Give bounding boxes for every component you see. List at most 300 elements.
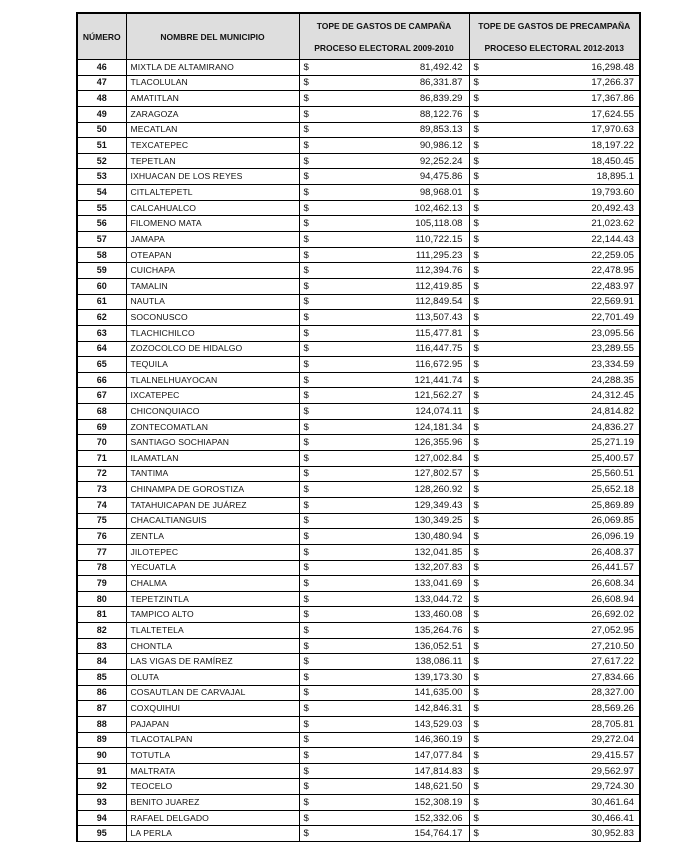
currency-symbol: $ (299, 169, 309, 185)
campaign-limit-value: 86,839.29 (309, 91, 469, 107)
municipality-name: MALTRATA (126, 763, 299, 779)
table-row (77, 748, 640, 764)
municipality-name: OTEAPAN (126, 247, 299, 263)
municipality-name: CUICHAPA (126, 263, 299, 279)
municipality-name: ZENTLA (126, 529, 299, 545)
campaign-limit-value: 142,846.31 (309, 701, 469, 717)
table-row (77, 200, 640, 216)
precampaign-limit-value: 26,608.34 (479, 576, 640, 592)
municipality-name: TAMPICO ALTO (126, 607, 299, 623)
municipality-name: TAMALIN (126, 278, 299, 294)
currency-symbol: $ (299, 372, 309, 388)
currency-symbol: $ (469, 278, 479, 294)
campaign-limit-value: 154,764.17 (309, 826, 469, 842)
row-number: 87 (77, 701, 126, 717)
precampaign-limit-value: 26,692.02 (479, 607, 640, 623)
currency-symbol: $ (469, 701, 479, 717)
campaign-limit-value: 81,492.42 (309, 60, 469, 76)
precampaign-limit-value: 22,483.97 (479, 278, 640, 294)
campaign-limit-value: 141,635.00 (309, 685, 469, 701)
header-campana-process: PROCESO ELECTORAL 2009-2010 (314, 43, 454, 53)
row-number: 83 (77, 638, 126, 654)
campaign-limit-value: 111,295.23 (309, 247, 469, 263)
municipality-name: TATAHUICAPAN DE JUÁREZ (126, 497, 299, 513)
table-row (77, 591, 640, 607)
campaign-limit-value: 121,562.27 (309, 388, 469, 404)
campaign-limit-value: 115,477.81 (309, 325, 469, 341)
precampaign-limit-value: 23,289.55 (479, 341, 640, 357)
currency-symbol: $ (299, 795, 309, 811)
precampaign-limit-value: 26,408.37 (479, 544, 640, 560)
row-number: 92 (77, 779, 126, 795)
row-number: 59 (77, 263, 126, 279)
municipality-name: TOTUTLA (126, 748, 299, 764)
currency-symbol: $ (469, 826, 479, 842)
row-number: 60 (77, 278, 126, 294)
precampaign-limit-value: 24,814.82 (479, 404, 640, 420)
table-row (77, 669, 640, 685)
currency-symbol: $ (469, 560, 479, 576)
currency-symbol: $ (299, 278, 309, 294)
row-number: 78 (77, 560, 126, 576)
campaign-limit-value: 147,077.84 (309, 748, 469, 764)
currency-symbol: $ (469, 497, 479, 513)
currency-symbol: $ (469, 716, 479, 732)
currency-symbol: $ (299, 60, 309, 76)
table-row (77, 341, 640, 357)
precampaign-limit-value: 26,441.57 (479, 560, 640, 576)
municipality-name: SOCONUSCO (126, 310, 299, 326)
row-number: 85 (77, 669, 126, 685)
spending-limits-table-container (76, 12, 641, 842)
currency-symbol: $ (299, 529, 309, 545)
municipality-name: JILOTEPEC (126, 544, 299, 560)
campaign-limit-value: 130,480.94 (309, 529, 469, 545)
currency-symbol: $ (299, 701, 309, 717)
currency-symbol: $ (299, 748, 309, 764)
row-number: 71 (77, 451, 126, 467)
precampaign-limit-value: 26,096.19 (479, 529, 640, 545)
table-header (77, 13, 640, 60)
currency-symbol: $ (299, 75, 309, 91)
municipality-name: MIXTLA DE ALTAMIRANO (126, 60, 299, 76)
table-row (77, 451, 640, 467)
currency-symbol: $ (299, 732, 309, 748)
table-row (77, 294, 640, 310)
row-number: 53 (77, 169, 126, 185)
currency-symbol: $ (299, 451, 309, 467)
currency-symbol: $ (469, 795, 479, 811)
row-number: 67 (77, 388, 126, 404)
precampaign-limit-value: 25,271.19 (479, 435, 640, 451)
row-number: 86 (77, 685, 126, 701)
campaign-limit-value: 113,507.43 (309, 310, 469, 326)
currency-symbol: $ (299, 497, 309, 513)
currency-symbol: $ (469, 466, 479, 482)
currency-symbol: $ (469, 341, 479, 357)
precampaign-limit-value: 24,312.45 (479, 388, 640, 404)
row-number: 84 (77, 654, 126, 670)
table-row (77, 153, 640, 169)
municipality-name: TEXCATEPEC (126, 138, 299, 154)
currency-symbol: $ (299, 138, 309, 154)
row-number: 68 (77, 404, 126, 420)
row-number: 58 (77, 247, 126, 263)
header-precampana (469, 13, 640, 60)
campaign-limit-value: 133,460.08 (309, 607, 469, 623)
municipality-name: COXQUIHUI (126, 701, 299, 717)
municipality-name: TLACOLULAN (126, 75, 299, 91)
municipality-name: CHINAMPA DE GOROSTIZA (126, 482, 299, 498)
precampaign-limit-value: 27,834.66 (479, 669, 640, 685)
municipality-name: TEQUILA (126, 357, 299, 373)
currency-symbol: $ (299, 685, 309, 701)
row-number: 90 (77, 748, 126, 764)
currency-symbol: $ (299, 810, 309, 826)
table-row (77, 122, 640, 138)
currency-symbol: $ (299, 247, 309, 263)
currency-symbol: $ (469, 419, 479, 435)
row-number: 57 (77, 232, 126, 248)
row-number: 94 (77, 810, 126, 826)
table-row (77, 544, 640, 560)
municipality-name: TLACOTALPAN (126, 732, 299, 748)
municipality-name: ZARAGOZA (126, 106, 299, 122)
currency-symbol: $ (299, 263, 309, 279)
municipality-name: ZOZOCOLCO DE HIDALGO (126, 341, 299, 357)
table-row (77, 685, 640, 701)
row-number: 46 (77, 60, 126, 76)
row-number: 73 (77, 482, 126, 498)
row-number: 69 (77, 419, 126, 435)
campaign-limit-value: 121,441.74 (309, 372, 469, 388)
row-number: 93 (77, 795, 126, 811)
precampaign-limit-value: 29,724.30 (479, 779, 640, 795)
campaign-limit-value: 148,621.50 (309, 779, 469, 795)
table-row (77, 482, 640, 498)
campaign-limit-value: 112,419.85 (309, 278, 469, 294)
row-number: 72 (77, 466, 126, 482)
precampaign-limit-value: 23,334.59 (479, 357, 640, 373)
currency-symbol: $ (469, 513, 479, 529)
currency-symbol: $ (469, 138, 479, 154)
campaign-limit-value: 94,475.86 (309, 169, 469, 185)
currency-symbol: $ (299, 122, 309, 138)
campaign-limit-value: 138,086.11 (309, 654, 469, 670)
municipality-name: CITLALTEPETL (126, 185, 299, 201)
municipality-name: COSAUTLAN DE CARVAJAL (126, 685, 299, 701)
row-number: 50 (77, 122, 126, 138)
row-number: 56 (77, 216, 126, 232)
precampaign-limit-value: 29,415.57 (479, 748, 640, 764)
currency-symbol: $ (469, 232, 479, 248)
currency-symbol: $ (299, 654, 309, 670)
row-number: 77 (77, 544, 126, 560)
currency-symbol: $ (469, 122, 479, 138)
municipality-name: TLALNELHUAYOCAN (126, 372, 299, 388)
table-row (77, 60, 640, 76)
municipality-name: ZONTECOMATLAN (126, 419, 299, 435)
currency-symbol: $ (299, 560, 309, 576)
currency-symbol: $ (469, 732, 479, 748)
table-row (77, 372, 640, 388)
currency-symbol: $ (469, 685, 479, 701)
header-numero: NÚMERO (77, 13, 126, 60)
municipality-name: CHACALTIANGUIS (126, 513, 299, 529)
municipality-name: TEPETLAN (126, 153, 299, 169)
table-row (77, 795, 640, 811)
currency-symbol: $ (299, 341, 309, 357)
precampaign-limit-value: 17,970.63 (479, 122, 640, 138)
precampaign-limit-value: 24,288.35 (479, 372, 640, 388)
table-row (77, 466, 640, 482)
currency-symbol: $ (469, 91, 479, 107)
currency-symbol: $ (299, 200, 309, 216)
campaign-limit-value: 129,349.43 (309, 497, 469, 513)
table-row (77, 247, 640, 263)
currency-symbol: $ (469, 357, 479, 373)
precampaign-limit-value: 30,466.41 (479, 810, 640, 826)
currency-symbol: $ (469, 810, 479, 826)
table-row (77, 138, 640, 154)
campaign-limit-value: 133,044.72 (309, 591, 469, 607)
campaign-limit-value: 102,462.13 (309, 200, 469, 216)
precampaign-limit-value: 26,608.94 (479, 591, 640, 607)
currency-symbol: $ (469, 763, 479, 779)
municipality-name: MECATLAN (126, 122, 299, 138)
row-number: 89 (77, 732, 126, 748)
municipality-name: TEOCELO (126, 779, 299, 795)
row-number: 49 (77, 106, 126, 122)
table-row (77, 435, 640, 451)
municipality-name: TEPETZINTLA (126, 591, 299, 607)
currency-symbol: $ (469, 779, 479, 795)
municipality-name: SANTIAGO SOCHIAPAN (126, 435, 299, 451)
currency-symbol: $ (299, 435, 309, 451)
municipality-name: RAFAEL DELGADO (126, 810, 299, 826)
currency-symbol: $ (299, 466, 309, 482)
table-body (77, 60, 640, 842)
municipality-name: LA PERLA (126, 826, 299, 842)
precampaign-limit-value: 22,569.91 (479, 294, 640, 310)
municipality-name: TLALTETELA (126, 623, 299, 639)
row-number: 48 (77, 91, 126, 107)
precampaign-limit-value: 22,144.43 (479, 232, 640, 248)
table-row (77, 404, 640, 420)
precampaign-limit-value: 26,069.85 (479, 513, 640, 529)
row-number: 65 (77, 357, 126, 373)
currency-symbol: $ (299, 482, 309, 498)
campaign-limit-value: 105,118.08 (309, 216, 469, 232)
currency-symbol: $ (469, 200, 479, 216)
currency-symbol: $ (469, 325, 479, 341)
currency-symbol: $ (469, 451, 479, 467)
campaign-limit-value: 126,355.96 (309, 435, 469, 451)
precampaign-limit-value: 27,210.50 (479, 638, 640, 654)
table-row (77, 91, 640, 107)
table-row (77, 513, 640, 529)
precampaign-limit-value: 18,895.1 (479, 169, 640, 185)
municipality-name: ILAMATLAN (126, 451, 299, 467)
currency-symbol: $ (299, 106, 309, 122)
precampaign-limit-value: 17,266.37 (479, 75, 640, 91)
currency-symbol: $ (299, 716, 309, 732)
currency-symbol: $ (299, 419, 309, 435)
campaign-limit-value: 110,722.15 (309, 232, 469, 248)
precampaign-limit-value: 18,197.22 (479, 138, 640, 154)
campaign-limit-value: 152,332.06 (309, 810, 469, 826)
precampaign-limit-value: 28,569.26 (479, 701, 640, 717)
row-number: 82 (77, 623, 126, 639)
table-row (77, 388, 640, 404)
municipality-name: AMATITLAN (126, 91, 299, 107)
currency-symbol: $ (299, 404, 309, 420)
currency-symbol: $ (469, 669, 479, 685)
municipality-name: TLACHICHILCO (126, 325, 299, 341)
currency-symbol: $ (469, 591, 479, 607)
table-row (77, 701, 640, 717)
municipality-name: IXCATEPEC (126, 388, 299, 404)
precampaign-limit-value: 29,272.04 (479, 732, 640, 748)
municipality-name: OLUTA (126, 669, 299, 685)
table-row (77, 779, 640, 795)
currency-symbol: $ (469, 482, 479, 498)
precampaign-limit-value: 27,052.95 (479, 623, 640, 639)
row-number: 91 (77, 763, 126, 779)
precampaign-limit-value: 30,952.83 (479, 826, 640, 842)
campaign-limit-value: 147,814.83 (309, 763, 469, 779)
precampaign-limit-value: 22,259.05 (479, 247, 640, 263)
row-number: 95 (77, 826, 126, 842)
municipality-name: CHONTLA (126, 638, 299, 654)
municipality-name: CHALMA (126, 576, 299, 592)
currency-symbol: $ (469, 638, 479, 654)
row-number: 75 (77, 513, 126, 529)
currency-symbol: $ (469, 169, 479, 185)
table-row (77, 169, 640, 185)
precampaign-limit-value: 23,095.56 (479, 325, 640, 341)
row-number: 47 (77, 75, 126, 91)
campaign-limit-value: 112,849.54 (309, 294, 469, 310)
table-row (77, 278, 640, 294)
precampaign-limit-value: 20,492.43 (479, 200, 640, 216)
currency-symbol: $ (299, 544, 309, 560)
campaign-limit-value: 89,853.13 (309, 122, 469, 138)
campaign-limit-value: 152,308.19 (309, 795, 469, 811)
currency-symbol: $ (469, 263, 479, 279)
currency-symbol: $ (469, 544, 479, 560)
row-number: 70 (77, 435, 126, 451)
header-precampana-title: TOPE DE GASTOS DE PRECAMPAÑA (478, 21, 631, 31)
campaign-limit-value: 124,074.11 (309, 404, 469, 420)
campaign-limit-value: 116,672.95 (309, 357, 469, 373)
currency-symbol: $ (299, 779, 309, 795)
campaign-limit-value: 146,360.19 (309, 732, 469, 748)
currency-symbol: $ (299, 232, 309, 248)
municipality-name: CHICONQUIACO (126, 404, 299, 420)
precampaign-limit-value: 28,327.00 (479, 685, 640, 701)
currency-symbol: $ (469, 216, 479, 232)
row-number: 61 (77, 294, 126, 310)
campaign-limit-value: 127,002.84 (309, 451, 469, 467)
row-number: 54 (77, 185, 126, 201)
currency-symbol: $ (469, 294, 479, 310)
header-campana (299, 13, 469, 60)
precampaign-limit-value: 22,701.49 (479, 310, 640, 326)
row-number: 64 (77, 341, 126, 357)
table-row (77, 106, 640, 122)
currency-symbol: $ (299, 357, 309, 373)
table-row (77, 763, 640, 779)
currency-symbol: $ (469, 607, 479, 623)
row-number: 62 (77, 310, 126, 326)
currency-symbol: $ (299, 153, 309, 169)
table-row (77, 826, 640, 842)
campaign-limit-value: 132,041.85 (309, 544, 469, 560)
row-number: 55 (77, 200, 126, 216)
currency-symbol: $ (299, 185, 309, 201)
currency-symbol: $ (469, 435, 479, 451)
currency-symbol: $ (469, 153, 479, 169)
currency-symbol: $ (299, 576, 309, 592)
currency-symbol: $ (469, 247, 479, 263)
table-row (77, 357, 640, 373)
header-precampana-process: PROCESO ELECTORAL 2012-2013 (484, 43, 624, 53)
campaign-limit-value: 128,260.92 (309, 482, 469, 498)
currency-symbol: $ (299, 826, 309, 842)
currency-symbol: $ (469, 529, 479, 545)
row-number: 76 (77, 529, 126, 545)
table-row (77, 310, 640, 326)
campaign-limit-value: 143,529.03 (309, 716, 469, 732)
precampaign-limit-value: 25,869.89 (479, 497, 640, 513)
row-number: 51 (77, 138, 126, 154)
row-number: 81 (77, 607, 126, 623)
table-row (77, 497, 640, 513)
currency-symbol: $ (299, 513, 309, 529)
municipality-name: CALCAHUALCO (126, 200, 299, 216)
municipality-name: YECUATLA (126, 560, 299, 576)
currency-symbol: $ (299, 310, 309, 326)
header-campana-title: TOPE DE GASTOS DE CAMPAÑA (316, 21, 452, 31)
currency-symbol: $ (469, 576, 479, 592)
table-row (77, 325, 640, 341)
precampaign-limit-value: 24,836.27 (479, 419, 640, 435)
precampaign-limit-value: 16,298.48 (479, 60, 640, 76)
precampaign-limit-value: 21,023.62 (479, 216, 640, 232)
currency-symbol: $ (469, 654, 479, 670)
precampaign-limit-value: 17,624.55 (479, 106, 640, 122)
precampaign-limit-value: 19,793.60 (479, 185, 640, 201)
campaign-limit-value: 130,349.25 (309, 513, 469, 529)
precampaign-limit-value: 17,367.86 (479, 91, 640, 107)
table-row (77, 529, 640, 545)
currency-symbol: $ (299, 669, 309, 685)
campaign-limit-value: 116,447.75 (309, 341, 469, 357)
currency-symbol: $ (469, 372, 479, 388)
municipality-name: BENITO JUAREZ (126, 795, 299, 811)
municipality-name: TANTIMA (126, 466, 299, 482)
currency-symbol: $ (469, 623, 479, 639)
municipality-name: PAJAPAN (126, 716, 299, 732)
table-row (77, 732, 640, 748)
municipality-name: LAS VIGAS DE RAMÍREZ (126, 654, 299, 670)
currency-symbol: $ (299, 638, 309, 654)
currency-symbol: $ (469, 388, 479, 404)
campaign-limit-value: 135,264.76 (309, 623, 469, 639)
currency-symbol: $ (469, 106, 479, 122)
currency-symbol: $ (469, 748, 479, 764)
